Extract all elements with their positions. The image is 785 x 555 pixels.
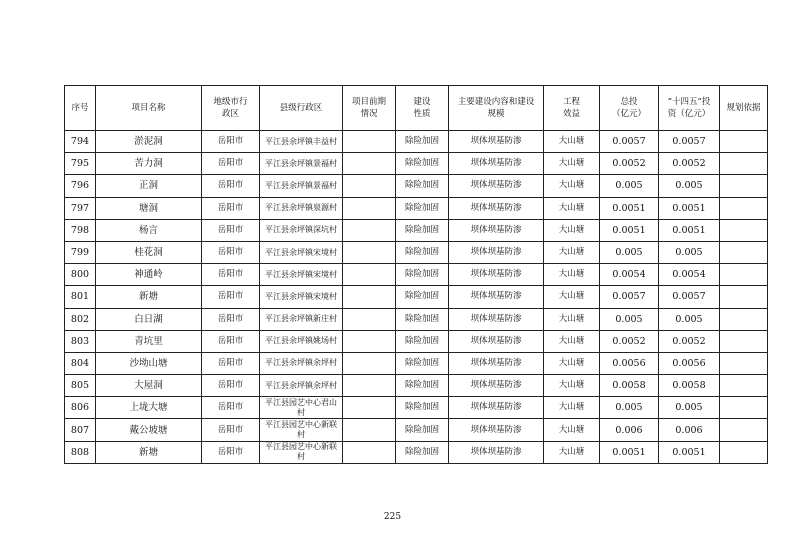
- col-header-content-line2: 规模: [487, 109, 505, 119]
- col-header-total-line1: 总投: [620, 97, 638, 107]
- cell-benefit: 大山塘: [544, 219, 600, 241]
- cell-city: 岳阳市: [202, 375, 260, 397]
- col-header-preliminary-line2: 情况: [360, 109, 378, 119]
- cell-preliminary: [343, 153, 396, 175]
- cell-total: 0.0052: [600, 153, 659, 175]
- table-row: [65, 286, 768, 308]
- cell-content: 坝体坝基防渗: [449, 375, 544, 397]
- cell-county: 平江县余坪镇余坪村: [260, 375, 343, 397]
- cell-plan-invest: 0.0057: [659, 286, 720, 308]
- cell-total: 0.0051: [600, 219, 659, 241]
- cell-benefit: 大山塘: [544, 197, 600, 219]
- cell-nature: 除险加固: [396, 175, 449, 197]
- cell-city: 岳阳市: [202, 153, 260, 175]
- cell-plan-invest: 0.006: [659, 419, 720, 441]
- cell-benefit: 大山塘: [544, 131, 600, 153]
- cell-nature: 除险加固: [396, 441, 449, 463]
- col-header-content-line1: 主要建设内容和建设: [457, 97, 535, 107]
- cell-city: 岳阳市: [202, 397, 260, 419]
- cell-city: 岳阳市: [202, 352, 260, 374]
- cell-project-name: 苦力洞: [96, 153, 202, 175]
- cell-total: 0.005: [600, 308, 659, 330]
- cell-county: 平江县余坪镇姚场村: [260, 330, 343, 352]
- cell-nature: 除险加固: [396, 352, 449, 374]
- cell-content: 坝体坝基防渗: [449, 153, 544, 175]
- cell-benefit: 大山塘: [544, 330, 600, 352]
- table-row: [65, 153, 768, 175]
- cell-benefit: 大山塘: [544, 352, 600, 374]
- table-row: [65, 352, 768, 374]
- col-header-preliminary-line1: 项目前期: [351, 97, 386, 107]
- cell-nature: 除险加固: [396, 397, 449, 419]
- cell-content: 坝体坝基防渗: [449, 175, 544, 197]
- cell-preliminary: [343, 441, 396, 463]
- cell-project-name: 青坑里: [96, 330, 202, 352]
- cell-preliminary: [343, 419, 396, 441]
- cell-city: 岳阳市: [202, 241, 260, 263]
- cell-seq: 805: [65, 375, 96, 397]
- col-header-benefit: [544, 86, 600, 131]
- table-row: [65, 330, 768, 352]
- cell-benefit: 大山塘: [544, 241, 600, 263]
- cell-county: 平江县余坪镇宋境村: [260, 264, 343, 286]
- cell-total: 0.0052: [600, 330, 659, 352]
- cell-basis: [720, 286, 768, 308]
- cell-county: 平江县余坪镇宋境村: [260, 286, 343, 308]
- col-header-benefit-line2: 效益: [562, 109, 580, 119]
- cell-content: 坝体坝基防渗: [449, 131, 544, 153]
- table-row: [65, 308, 768, 330]
- cell-nature: 除险加固: [396, 241, 449, 263]
- col-header-preliminary: [343, 86, 396, 131]
- cell-nature: 除险加固: [396, 153, 449, 175]
- col-header-plan-invest-line1: “十四五”投: [667, 97, 711, 107]
- cell-city: 岳阳市: [202, 131, 260, 153]
- col-header-city-line2: 政区: [221, 109, 239, 119]
- table-row: [65, 175, 768, 197]
- cell-benefit: 大山塘: [544, 441, 600, 463]
- col-header-project-name: 项目名称: [96, 86, 202, 131]
- cell-plan-invest: 0.005: [659, 241, 720, 263]
- cell-county: 平江县园艺中心君山村: [260, 397, 343, 419]
- cell-benefit: 大山塘: [544, 153, 600, 175]
- cell-plan-invest: 0.0051: [659, 441, 720, 463]
- cell-basis: [720, 419, 768, 441]
- cell-benefit: 大山塘: [544, 397, 600, 419]
- cell-city: 岳阳市: [202, 308, 260, 330]
- cell-nature: 除险加固: [396, 375, 449, 397]
- cell-basis: [720, 219, 768, 241]
- cell-benefit: 大山塘: [544, 264, 600, 286]
- cell-preliminary: [343, 352, 396, 374]
- col-header-city-line1: 地级市行: [213, 97, 248, 107]
- col-header-plan-invest: [659, 86, 720, 131]
- cell-plan-invest: 0.005: [659, 397, 720, 419]
- cell-preliminary: [343, 175, 396, 197]
- cell-project-name: 桂花洞: [96, 241, 202, 263]
- col-header-plan-invest-line2: 资（亿元）: [667, 109, 711, 119]
- table-row: [65, 441, 768, 463]
- cell-preliminary: [343, 286, 396, 308]
- cell-benefit: 大山塘: [544, 286, 600, 308]
- table-row: [65, 375, 768, 397]
- cell-nature: 除险加固: [396, 330, 449, 352]
- cell-seq: 800: [65, 264, 96, 286]
- cell-project-name: 新塘: [96, 286, 202, 308]
- cell-plan-invest: 0.0051: [659, 219, 720, 241]
- cell-seq: 807: [65, 419, 96, 441]
- cell-preliminary: [343, 197, 396, 219]
- cell-nature: 除险加固: [396, 131, 449, 153]
- col-header-seq: 序号: [65, 86, 96, 131]
- cell-nature: 除险加固: [396, 264, 449, 286]
- cell-nature: 除险加固: [396, 286, 449, 308]
- cell-content: 坝体坝基防渗: [449, 330, 544, 352]
- cell-plan-invest: 0.0051: [659, 197, 720, 219]
- cell-nature: 除险加固: [396, 197, 449, 219]
- cell-basis: [720, 308, 768, 330]
- cell-content: 坝体坝基防渗: [449, 352, 544, 374]
- cell-seq: 798: [65, 219, 96, 241]
- cell-benefit: 大山塘: [544, 419, 600, 441]
- cell-preliminary: [343, 241, 396, 263]
- cell-county: 平江县余坪镇深坑村: [260, 219, 343, 241]
- cell-content: 坝体坝基防渗: [449, 308, 544, 330]
- cell-basis: [720, 131, 768, 153]
- table-row: [65, 197, 768, 219]
- cell-total: 0.0051: [600, 441, 659, 463]
- cell-county: 平江县余坪镇泉源村: [260, 197, 343, 219]
- cell-basis: [720, 153, 768, 175]
- table-row: [65, 397, 768, 419]
- cell-total: 0.0058: [600, 375, 659, 397]
- cell-preliminary: [343, 330, 396, 352]
- cell-basis: [720, 375, 768, 397]
- cell-plan-invest: 0.0057: [659, 131, 720, 153]
- cell-project-name: 神通岭: [96, 264, 202, 286]
- cell-basis: [720, 397, 768, 419]
- cell-preliminary: [343, 397, 396, 419]
- cell-total: 0.005: [600, 175, 659, 197]
- cell-plan-invest: 0.0052: [659, 330, 720, 352]
- cell-county: 平江县园艺中心新联村: [260, 441, 343, 463]
- cell-content: 坝体坝基防渗: [449, 419, 544, 441]
- cell-total: 0.0056: [600, 352, 659, 374]
- cell-county: 平江县余坪镇丰益村: [260, 131, 343, 153]
- cell-preliminary: [343, 375, 396, 397]
- cell-basis: [720, 441, 768, 463]
- cell-content: 坝体坝基防渗: [449, 197, 544, 219]
- cell-nature: 除险加固: [396, 219, 449, 241]
- cell-city: 岳阳市: [202, 441, 260, 463]
- cell-plan-invest: 0.0058: [659, 375, 720, 397]
- cell-content: 坝体坝基防渗: [449, 219, 544, 241]
- page-number: 225: [383, 512, 402, 522]
- cell-total: 0.005: [600, 241, 659, 263]
- cell-county: 平江县余坪镇余坪村: [260, 352, 343, 374]
- cell-seq: 806: [65, 397, 96, 419]
- col-header-total-line2: （亿元）: [611, 109, 646, 119]
- cell-project-name: 新塘: [96, 441, 202, 463]
- cell-total: 0.0054: [600, 264, 659, 286]
- cell-project-name: 杨言: [96, 219, 202, 241]
- cell-seq: 796: [65, 175, 96, 197]
- cell-project-name: 戴公坡塘: [96, 419, 202, 441]
- cell-benefit: 大山塘: [544, 175, 600, 197]
- cell-basis: [720, 352, 768, 374]
- cell-project-name: 大屋洞: [96, 375, 202, 397]
- cell-seq: 804: [65, 352, 96, 374]
- cell-seq: 803: [65, 330, 96, 352]
- cell-plan-invest: 0.005: [659, 308, 720, 330]
- cell-city: 岳阳市: [202, 419, 260, 441]
- cell-project-name: 白日湖: [96, 308, 202, 330]
- table-row: [65, 241, 768, 263]
- cell-preliminary: [343, 308, 396, 330]
- cell-seq: 799: [65, 241, 96, 263]
- col-header-content: [449, 86, 544, 131]
- cell-content: 坝体坝基防渗: [449, 286, 544, 308]
- cell-seq: 808: [65, 441, 96, 463]
- cell-county: 平江县园艺中心新联村: [260, 419, 343, 441]
- cell-city: 岳阳市: [202, 175, 260, 197]
- cell-basis: [720, 264, 768, 286]
- table-row: [65, 264, 768, 286]
- header-row: [65, 86, 768, 131]
- cell-project-name: 上垅大塘: [96, 397, 202, 419]
- cell-county: 平江县余坪镇景福村: [260, 175, 343, 197]
- cell-seq: 795: [65, 153, 96, 175]
- table-row: [65, 131, 768, 153]
- cell-nature: 除险加固: [396, 419, 449, 441]
- col-header-nature-line1: 建设: [413, 97, 431, 107]
- cell-preliminary: [343, 219, 396, 241]
- cell-county: 平江县余坪镇景福村: [260, 153, 343, 175]
- cell-preliminary: [343, 264, 396, 286]
- cell-nature: 除险加固: [396, 308, 449, 330]
- cell-county: 平江县余坪镇新庄村: [260, 308, 343, 330]
- cell-project-name: 淤泥洞: [96, 131, 202, 153]
- cell-content: 坝体坝基防渗: [449, 441, 544, 463]
- col-header-city: [202, 86, 260, 131]
- cell-total: 0.0057: [600, 286, 659, 308]
- cell-total: 0.0057: [600, 131, 659, 153]
- cell-seq: 797: [65, 197, 96, 219]
- cell-total: 0.0051: [600, 197, 659, 219]
- cell-plan-invest: 0.005: [659, 175, 720, 197]
- cell-basis: [720, 330, 768, 352]
- cell-city: 岳阳市: [202, 286, 260, 308]
- col-header-nature-line2: 性质: [413, 109, 431, 119]
- table-row: [65, 219, 768, 241]
- cell-project-name: 正洞: [96, 175, 202, 197]
- cell-city: 岳阳市: [202, 264, 260, 286]
- col-header-nature: [396, 86, 449, 131]
- col-header-county: 县级行政区: [260, 86, 343, 131]
- cell-benefit: 大山塘: [544, 375, 600, 397]
- cell-total: 0.006: [600, 419, 659, 441]
- cell-content: 坝体坝基防渗: [449, 264, 544, 286]
- cell-basis: [720, 175, 768, 197]
- cell-project-name: 塘洞: [96, 197, 202, 219]
- cell-county: 平江县余坪镇宋境村: [260, 241, 343, 263]
- col-header-total: [600, 86, 659, 131]
- cell-seq: 794: [65, 131, 96, 153]
- cell-benefit: 大山塘: [544, 308, 600, 330]
- cell-basis: [720, 241, 768, 263]
- cell-total: 0.005: [600, 397, 659, 419]
- cell-seq: 801: [65, 286, 96, 308]
- cell-city: 岳阳市: [202, 330, 260, 352]
- cell-content: 坝体坝基防渗: [449, 397, 544, 419]
- cell-city: 岳阳市: [202, 219, 260, 241]
- cell-preliminary: [343, 131, 396, 153]
- cell-plan-invest: 0.0056: [659, 352, 720, 374]
- cell-city: 岳阳市: [202, 197, 260, 219]
- project-table: [64, 85, 768, 464]
- cell-basis: [720, 197, 768, 219]
- cell-plan-invest: 0.0052: [659, 153, 720, 175]
- cell-plan-invest: 0.0054: [659, 264, 720, 286]
- col-header-benefit-line1: 工程: [562, 97, 580, 107]
- cell-content: 坝体坝基防渗: [449, 241, 544, 263]
- cell-project-name: 沙坳山塘: [96, 352, 202, 374]
- table-row: [65, 419, 768, 441]
- col-header-basis: 规划依据: [720, 86, 768, 131]
- cell-seq: 802: [65, 308, 96, 330]
